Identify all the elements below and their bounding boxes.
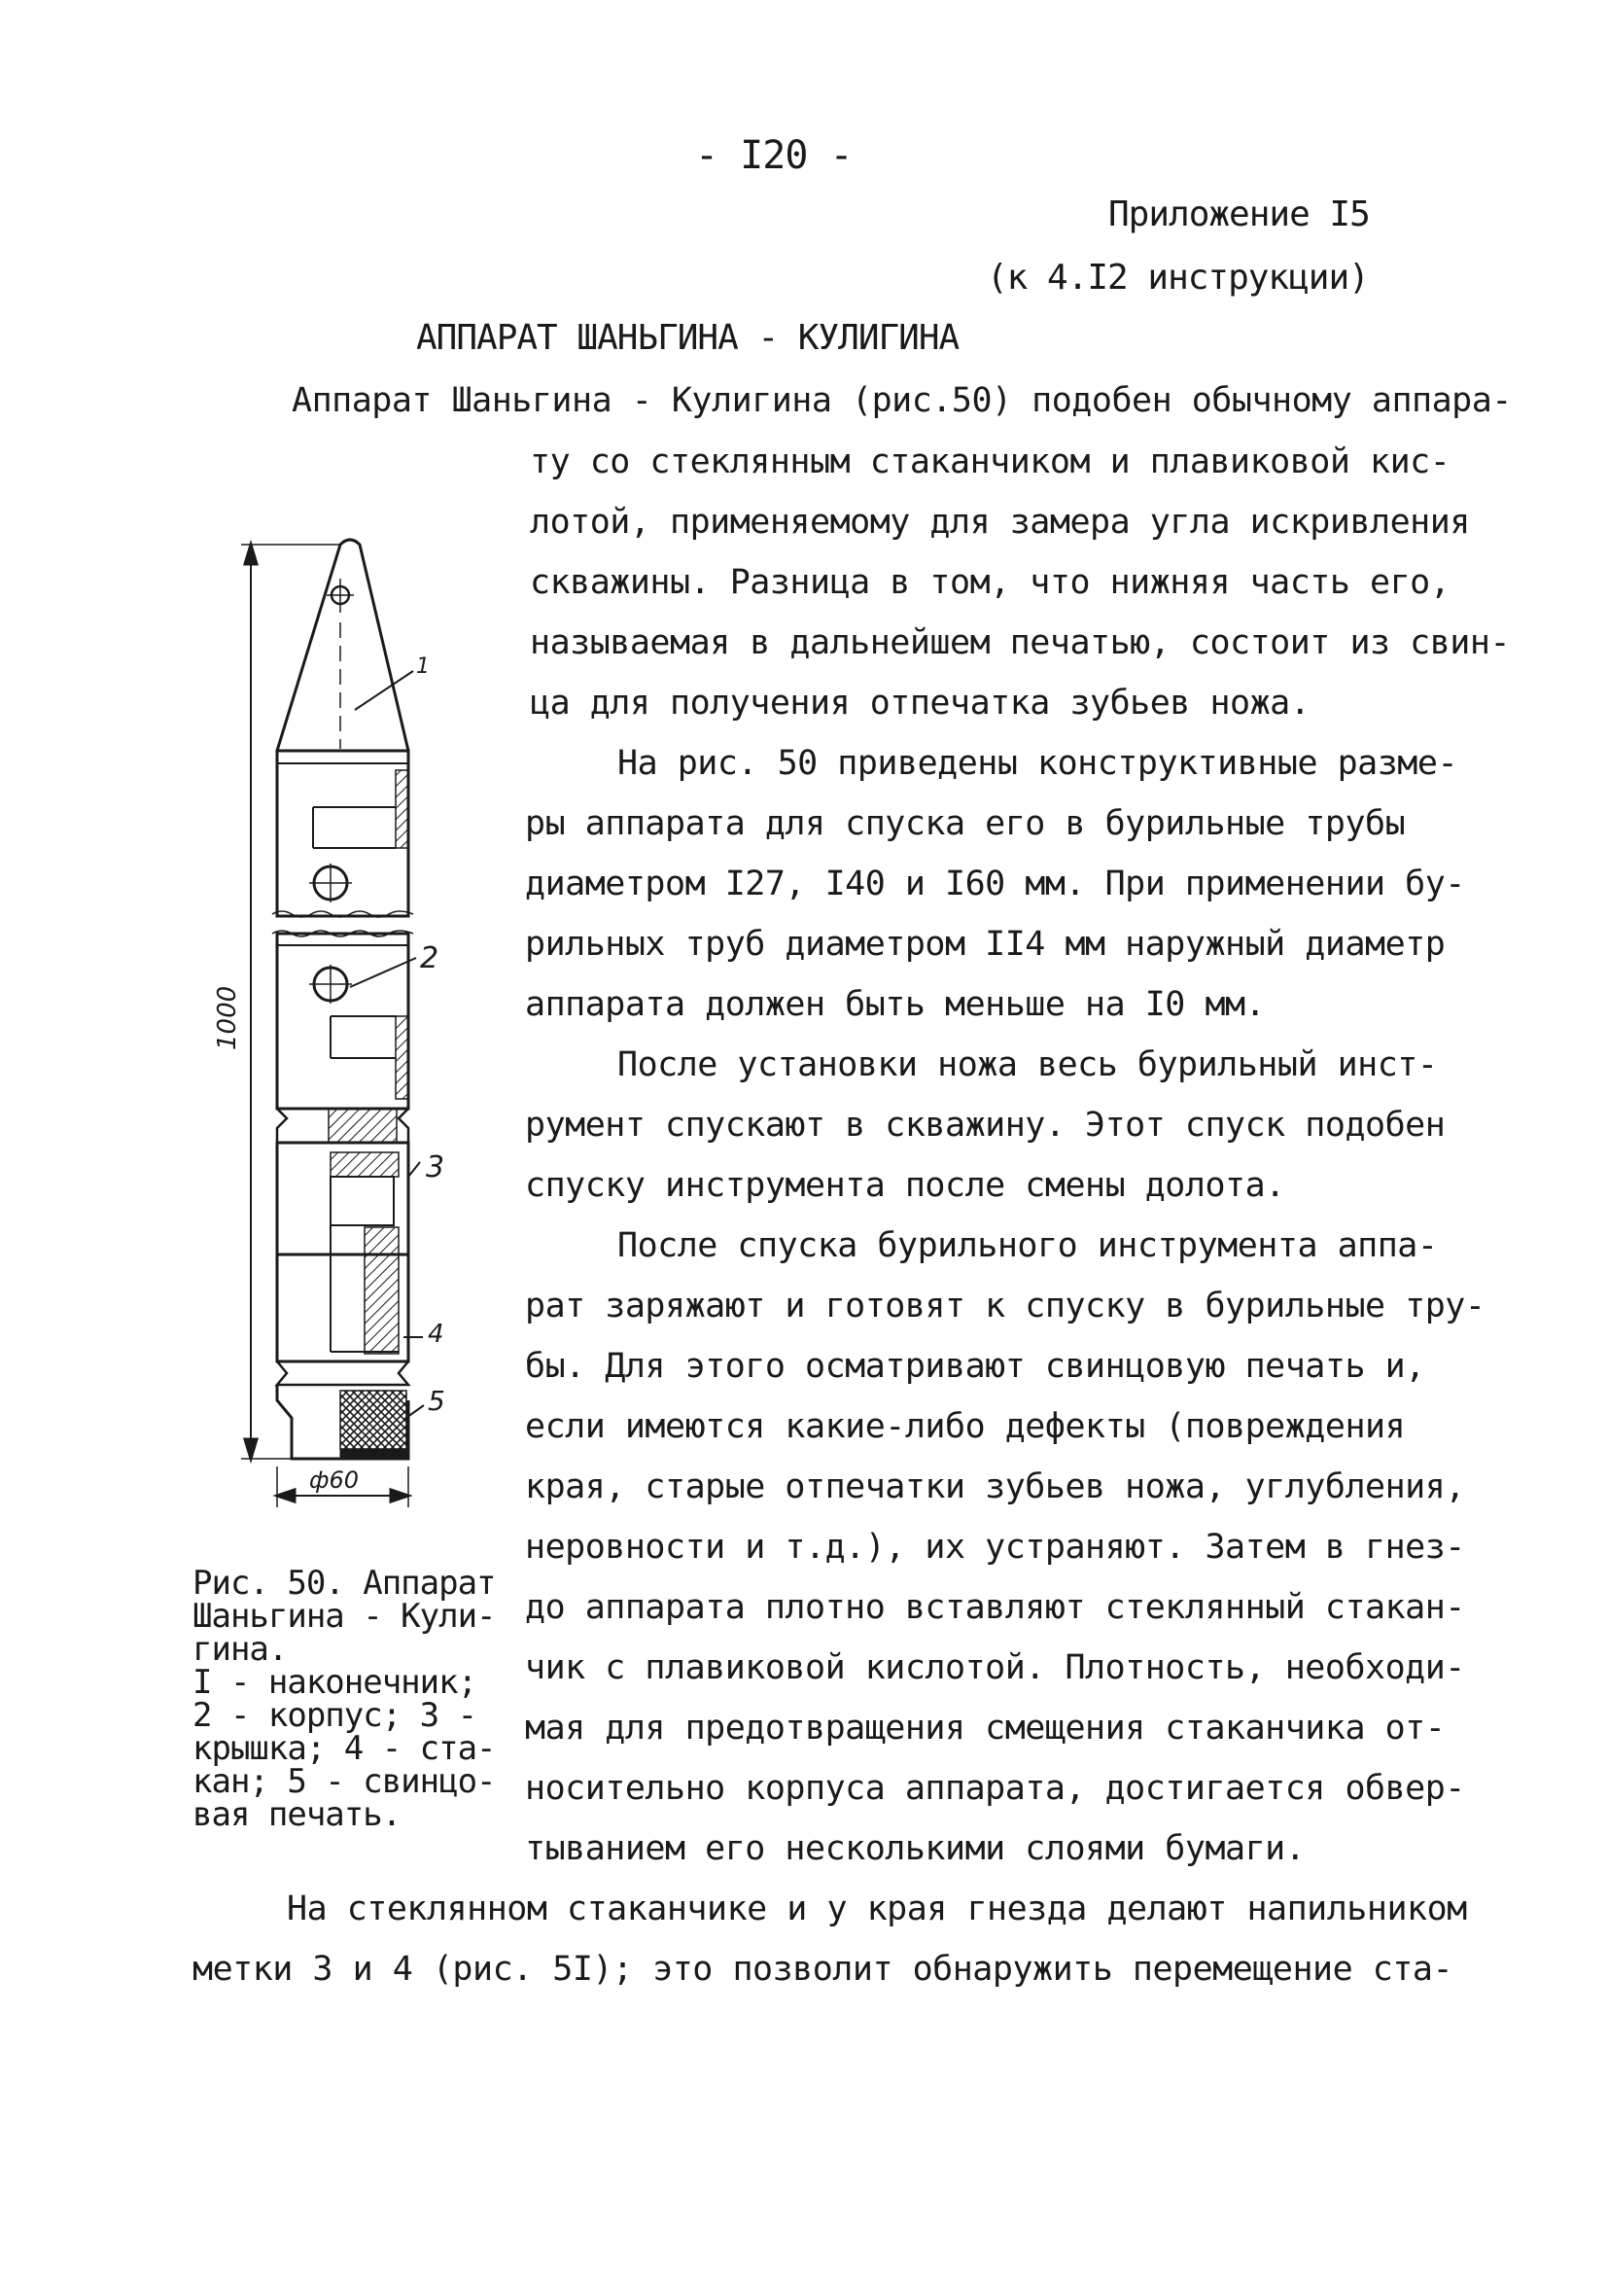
body-line: лотой, применяемому для замера угла искривления xyxy=(530,503,1470,542)
document-title: АППАРАТ ШАНЬГИНА - КУЛИГИНА xyxy=(416,318,960,358)
part-label-3: 3 xyxy=(426,1150,445,1184)
body-line: называемая в дальнейшем печатью, состоит из свин- xyxy=(530,623,1511,662)
body-line: до аппарата плотно вставляют стеклянный стакан- xyxy=(525,1588,1465,1627)
appendix-label: Приложение I5 xyxy=(1108,194,1370,234)
body-line: После спуска бурильного инструмента аппа- xyxy=(617,1226,1438,1265)
body-line: румент спускают в скважину. Этот спуск подобен xyxy=(525,1106,1446,1145)
body-line: тыванием его несколькими слоями бумаги. xyxy=(525,1829,1306,1868)
diameter-dimension-label: ф60 xyxy=(309,1466,360,1494)
arrow-down-icon xyxy=(245,1439,257,1459)
body-line: скважины. Разница в том, что нижняя часть его, xyxy=(530,563,1451,602)
body-line: края, старые отпечатки зубьев ножа, углубления, xyxy=(525,1467,1465,1506)
length-dimension-label: 1000 xyxy=(213,985,242,1050)
body-line: чик с плавиковой кислотой. Плотность, необходи- xyxy=(525,1648,1465,1687)
figure-caption xyxy=(192,1564,513,1834)
part-label-4: 4 xyxy=(428,1320,444,1349)
tip-outline xyxy=(277,540,408,751)
caption-line: 2 - корпус; 3 - xyxy=(192,1696,477,1735)
body-line: мая для предотвращения смещения стаканчика от- xyxy=(525,1709,1446,1748)
caption-line: крышка; 4 - ста- xyxy=(192,1729,496,1768)
body-line: бы. Для этого осматривают свинцовую печать и, xyxy=(525,1347,1425,1386)
part-label-1: 1 xyxy=(416,654,430,679)
caption-line: гина. xyxy=(192,1630,288,1669)
body-line: Аппарат Шаньгина - Кулигина (рис.50) подобен обычному аппара- xyxy=(292,381,1512,420)
part-label-2: 2 xyxy=(420,941,439,975)
page-number: - I20 - xyxy=(695,133,853,178)
body-line: На рис. 50 приведены конструктивные разме- xyxy=(617,744,1458,783)
body-line: ца для получения отпечатка зубьев ножа. xyxy=(530,684,1311,723)
body-line: рильных труб диаметром II4 мм наружный диаметр xyxy=(525,925,1446,964)
caption-line: кан; 5 - свинцо- xyxy=(192,1762,496,1801)
body-line: диаметром I27, I40 и I60 мм. При применении бу- xyxy=(525,865,1465,903)
apparatus-drawing xyxy=(194,525,486,1527)
body-line: ту со стеклянным стаканчиком и плавиковой кис- xyxy=(530,442,1451,481)
caption-line: Рис. 50. Аппарат xyxy=(192,1564,496,1603)
body-lower-segment xyxy=(277,934,408,1109)
arrow-up-icon xyxy=(245,545,257,564)
body-line: если имеются какие-либо дефекты (повреждения xyxy=(525,1407,1406,1446)
body-line: После установки ножа весь бурильный инст- xyxy=(617,1045,1438,1084)
body-line: носительно корпуса аппарата, достигается обвер- xyxy=(525,1769,1465,1808)
appendix-reference: (к 4.I2 инструкции) xyxy=(987,258,1369,298)
body-line: спуску инструмента после смены долота. xyxy=(525,1166,1285,1205)
body-line: ры аппарата для спуска его в бурильные трубы xyxy=(525,804,1406,843)
body-line: На стеклянном стаканчике и у края гнезда делают напильником xyxy=(287,1890,1467,1928)
body-line: метки 3 и 4 (рис. 5I); это позволит обнаружить перемещение ста- xyxy=(192,1950,1453,1989)
body-upper-segment xyxy=(277,751,408,916)
caption-line: I - наконечник; xyxy=(192,1663,477,1702)
caption-line: Шаньгина - Кули- xyxy=(192,1597,496,1636)
body-line: аппарата должен быть меньше на I0 мм. xyxy=(525,985,1266,1024)
body-line: рат заряжают и готовят к спуску в бурильные тру- xyxy=(525,1287,1486,1325)
body-line: неровности и т.д.), их устраняют. Затем в гнез- xyxy=(525,1528,1465,1567)
part-label-5: 5 xyxy=(428,1385,445,1417)
caption-line: вая печать. xyxy=(192,1795,402,1834)
